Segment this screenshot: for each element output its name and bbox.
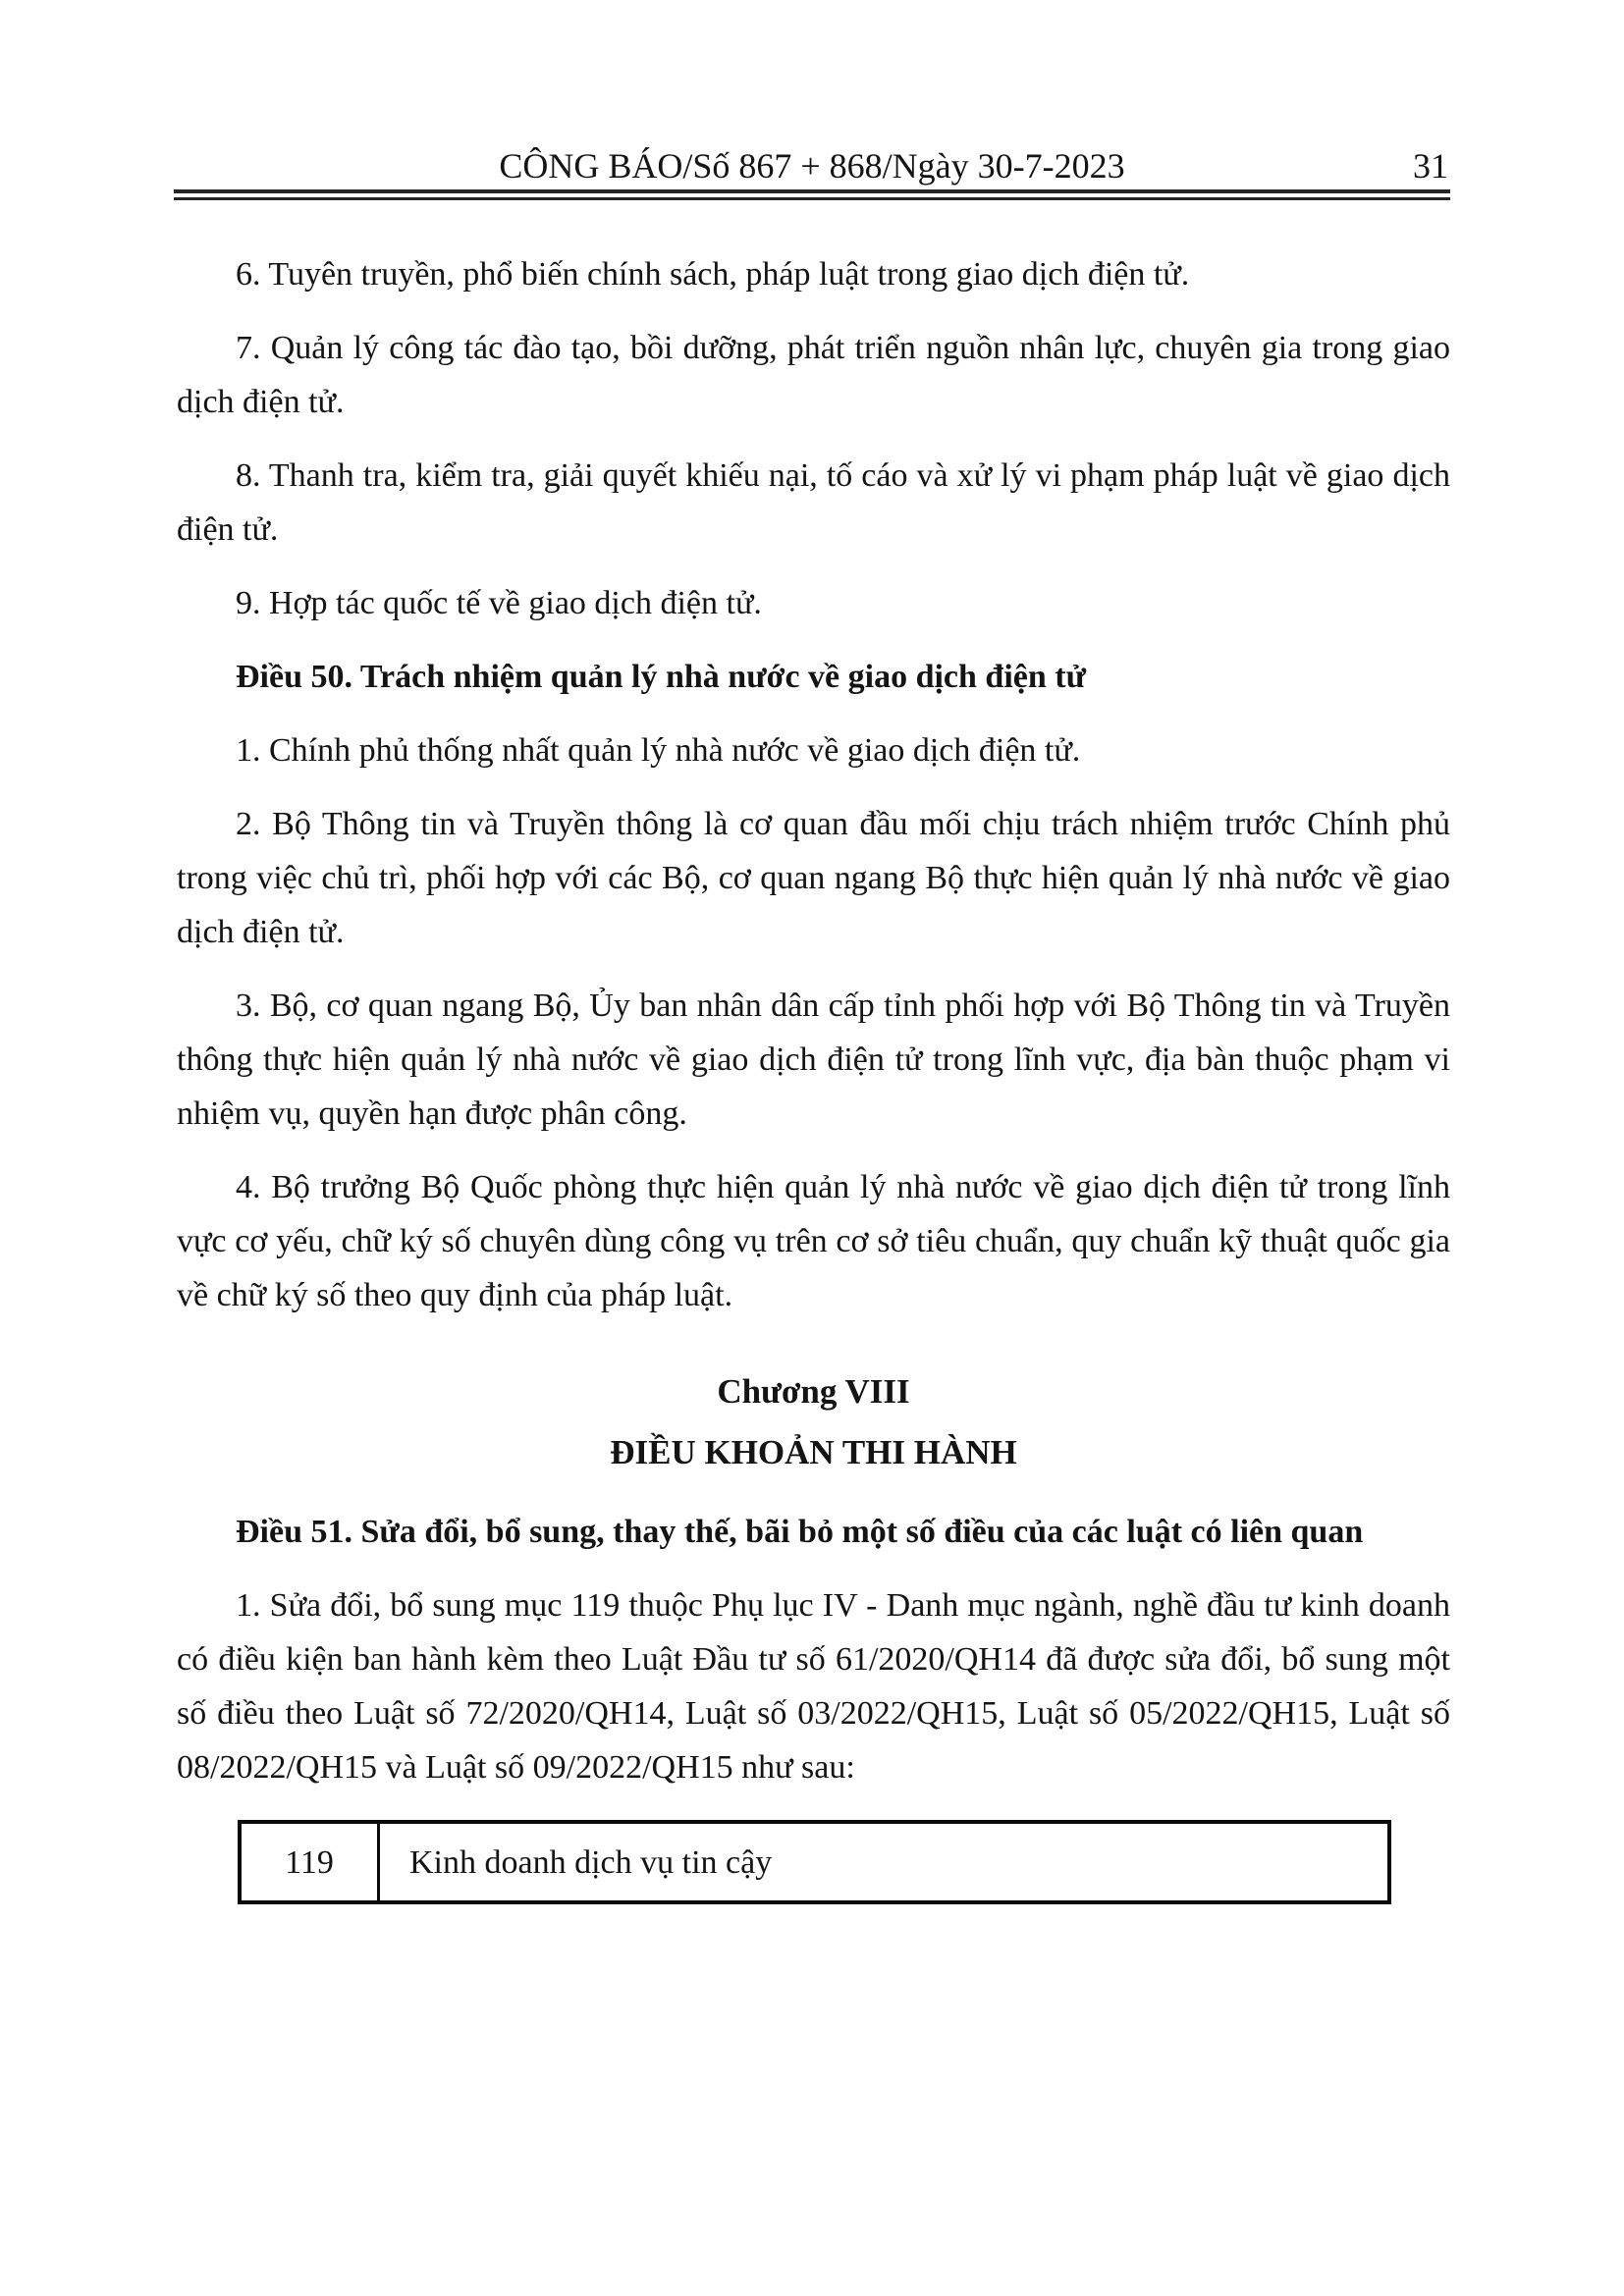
page-number: 31 [1413, 146, 1448, 186]
paragraph-item-8: 8. Thanh tra, kiểm tra, giải quyết khiếu nại, tố cáo và xử lý vi phạm pháp luật về giao dịch điện tử. [177, 457, 1450, 548]
gazette-title: CÔNG BÁO/Số 867 + 868/Ngày 30-7-2023 [499, 146, 1125, 186]
article-50-clause-4: 4. Bộ trưởng Bộ Quốc phòng thực hiện quản lý nhà nước về giao dịch điện tử trong lĩnh vực cơ yếu, chữ ký số chuyên dùng công vụ trên cơ sở tiêu chuẩn, quy chuẩn kỹ thuật quốc gia về chữ ký số theo quy định của pháp luật. [177, 1169, 1450, 1313]
header-double-rule [174, 189, 1450, 200]
article-51-heading: Điều 51. Sửa đổi, bổ sung, thay thế, bãi bỏ một số điều của các luật có liên quan [236, 1514, 1364, 1550]
article-50-clause-2: 2. Bộ Thông tin và Truyền thông là cơ quan đầu mối chịu trách nhiệm trước Chính phủ trong việc chủ trì, phối hợp với các Bộ, cơ quan ngang Bộ thực hiện quản lý nhà nước về giao dịch điện tử. [177, 806, 1450, 950]
article-51-clause-1: 1. Sửa đổi, bổ sung mục 119 thuộc Phụ lục IV - Danh mục ngành, nghề đầu tư kinh doanh có điều kiện ban hành kèm theo Luật Đầu tư số 61/2020/QH14 đã được sửa đổi, bổ sung một số điều theo Luật số 72/2020/QH14, Luật số 03/2022/QH15, Luật số 05/2022/QH15, Luật số 08/2022/QH15 và Luật số 09/2022/QH15 như sau: [177, 1587, 1450, 1786]
article-50-clause-1: 1. Chính phủ thống nhất quản lý nhà nước về giao dịch điện tử. [236, 732, 1081, 769]
chapter-heading [177, 1362, 1450, 1483]
table-cell-description: Kinh doanh dịch vụ tin cậy [377, 1824, 1387, 1900]
document-body [177, 247, 1450, 1904]
chapter-label: Chương VIII [717, 1372, 910, 1411]
chapter-title: ĐIỀU KHOẢN THI HÀNH [610, 1433, 1017, 1471]
table-cell-number: 119 [285, 1843, 334, 1881]
amendment-table [238, 1820, 1391, 1904]
article-50-clause-3: 3. Bộ, cơ quan ngang Bộ, Ủy ban nhân dân cấp tỉnh phối hợp với Bộ Thông tin và Truyền thông thực hiện quản lý nhà nước về giao dịch điện tử trong lĩnh vực, địa bàn thuộc phạm vi nhiệm vụ, quyền hạn được phân công. [177, 988, 1450, 1132]
article-50-heading: Điều 50. Trách nhiệm quản lý nhà nước về giao dịch điện tử [236, 659, 1087, 695]
running-header [174, 143, 1450, 188]
paragraph-item-7: 7. Quản lý công tác đào tạo, bồi dưỡng, phát triển nguồn nhân lực, chuyên gia trong giao dịch điện tử. [177, 330, 1450, 420]
paragraph-item-6: 6. Tuyên truyền, phổ biến chính sách, pháp luật trong giao dịch điện tử. [236, 256, 1190, 293]
paragraph-item-9: 9. Hợp tác quốc tế về giao dịch điện tử. [236, 585, 762, 621]
